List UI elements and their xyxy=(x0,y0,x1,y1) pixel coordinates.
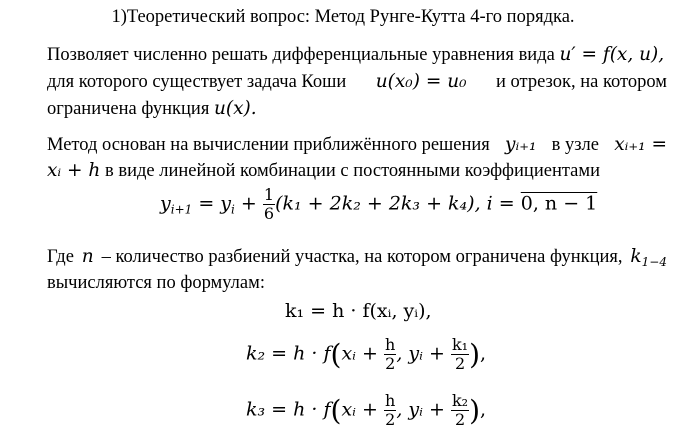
p2-text-2: в виде линейной комбинации с постоянными коэффициентами xyxy=(104,161,600,181)
k2-h-fraction: $\frac{h}{2}$ xyxy=(385,335,396,373)
paragraph-2-line-2 xyxy=(47,160,600,182)
formula-plus: + xyxy=(240,192,257,215)
paragraph-1-line-2 xyxy=(47,71,667,93)
p1-text-3: ограничена функция xyxy=(47,99,210,119)
p2-text-1b: в узле xyxy=(551,135,600,155)
paragraph-1-line-1 xyxy=(47,44,664,66)
p3-text-1b: – количество разбиений участка, на котором ограничена функция, xyxy=(101,247,623,267)
formula-body: (k₁ + 2k₂ + 2k₃ + k₄), i = xyxy=(275,192,515,215)
paragraph-3-line-1 xyxy=(47,246,667,273)
formula-range: 0, n − 1 xyxy=(520,192,598,215)
p2-text-1: Метод основан на вычислении приближённого решения xyxy=(47,135,490,155)
x-next: xᵢ₊₁ = xyxy=(614,134,667,155)
formula-fraction: $\frac{1}{6}$ xyxy=(263,185,275,223)
formula-yi-sub: i xyxy=(231,202,235,217)
x-plus-h: xᵢ + h xyxy=(47,160,101,181)
formula-eq: = xyxy=(198,192,215,215)
p3-text-1a: Где xyxy=(47,247,74,267)
n-variable: n xyxy=(81,246,94,267)
ode-formula: u′ = f(x, u), xyxy=(559,44,665,65)
p1-text-2a: для которого существует задача Коши xyxy=(47,72,347,92)
k3-h-fraction: $\frac{h}{2}$ xyxy=(385,391,396,429)
k2-k-fraction: $\frac{\text{k₁}}{2}$ xyxy=(451,335,469,373)
function-u: u(x). xyxy=(213,98,257,119)
k2-formula: k₂ = h · f(xᵢ + $\frac{h}{2}$ , yᵢ + $\frac{\text{k₁}}{2}$ ), xyxy=(246,335,487,373)
p1-text-2b: и отрезок, на котором xyxy=(496,72,667,92)
k-range: $k_{1-4}$ xyxy=(630,246,667,269)
paragraph-2-line-1 xyxy=(47,134,667,156)
y-next: yᵢ₊₁ xyxy=(505,134,537,155)
main-formula xyxy=(160,186,597,223)
formula-yi: y xyxy=(220,192,232,215)
paragraph-3-line-2 xyxy=(47,272,265,294)
p1-text-1: Позволяет численно решать дифференциальные уравнения вида xyxy=(47,45,555,65)
formula-lhs: y xyxy=(160,192,171,215)
formula-lhs-sub: i+1 xyxy=(170,202,193,217)
k3-formula: k₃ = h · f(xᵢ + $\frac{h}{2}$ , yᵢ + $\frac{\text{k₂}}{2}$ ), xyxy=(246,391,487,429)
cauchy-condition: u(x₀) = u₀ xyxy=(375,71,467,92)
section-heading: 1)Теоретический вопрос: Метод Рунге-Кутта 4-го порядка. xyxy=(111,7,575,27)
paragraph-1-line-3 xyxy=(47,98,257,120)
k3-k-fraction: $\frac{\text{k₂}}{2}$ xyxy=(451,391,469,429)
p3-text-2: вычисляются по формулам: xyxy=(47,273,265,293)
k1-formula: k₁ = h · f(xᵢ, yᵢ), xyxy=(285,300,432,322)
